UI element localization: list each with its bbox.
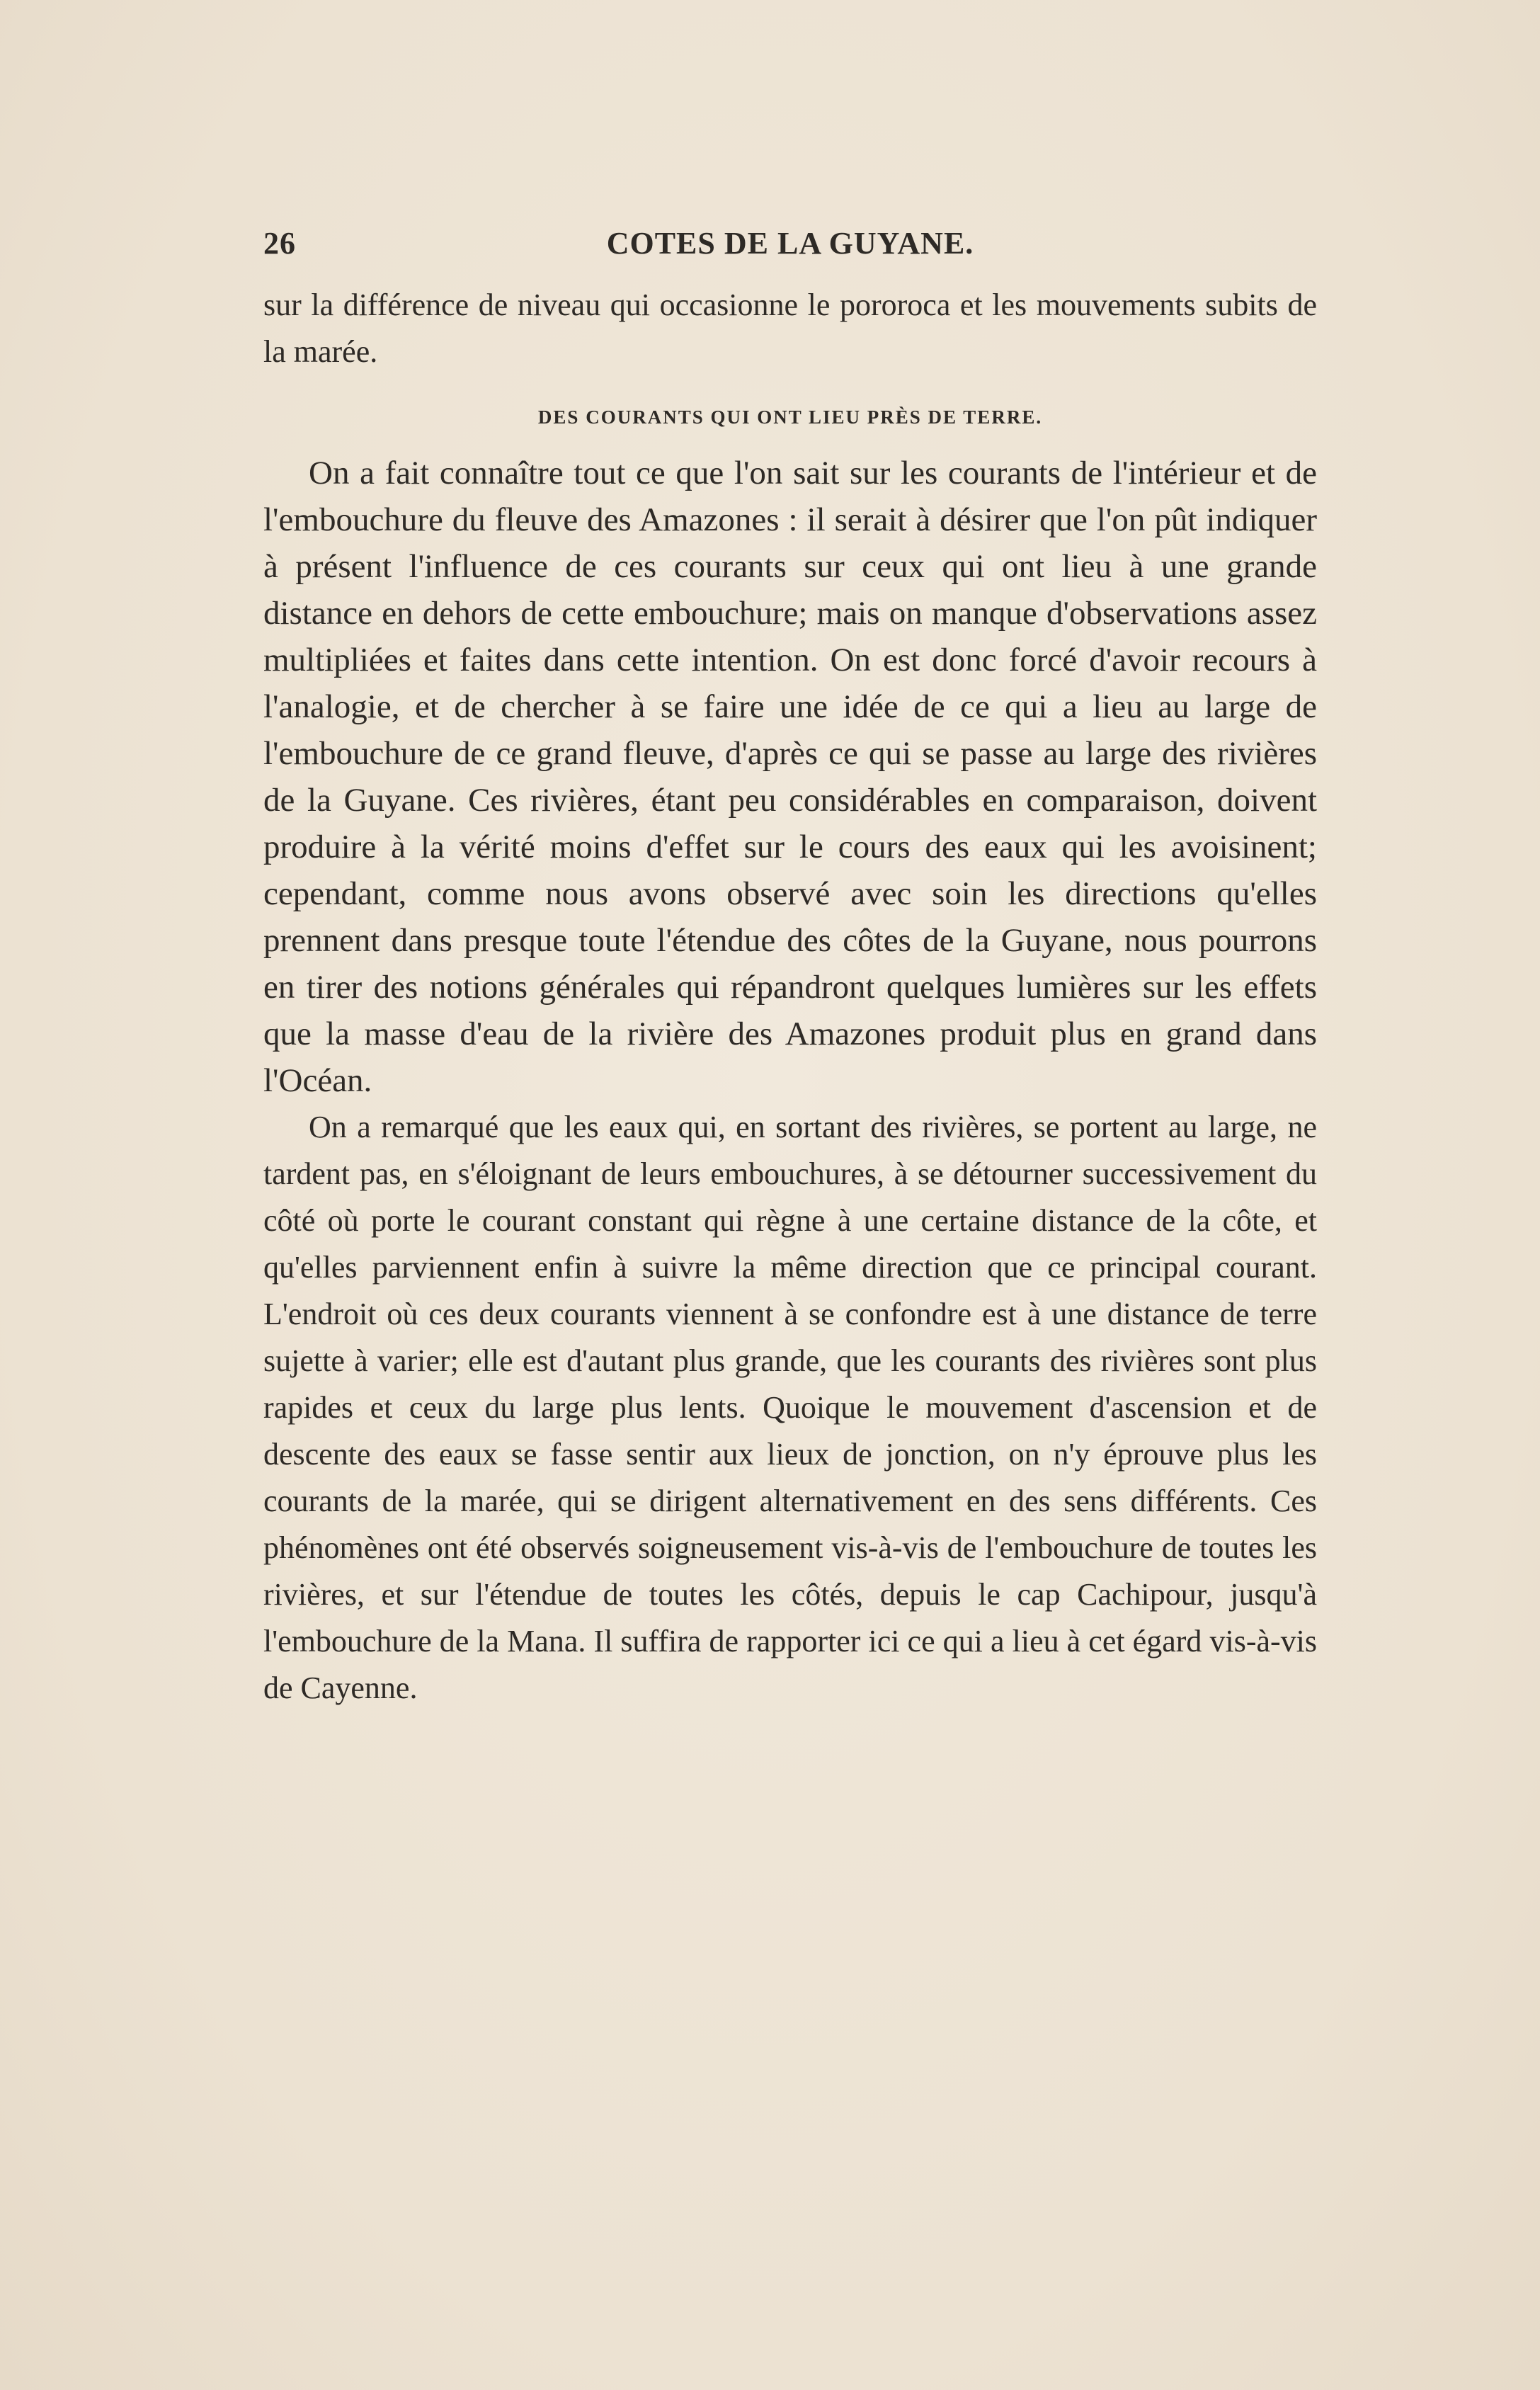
- running-head: COTES DE LA GUYANE.: [606, 226, 974, 261]
- page-number: 26: [263, 226, 296, 261]
- paragraph-1: On a fait connaître tout ce que l'on sait sur les courants de l'intérieur et de l'embouchure du fleuve des Amazones : il serait à désirer que l'on pût indiquer à présent l'influence de ces courants sur ceux qui ont lieu à une grande distance en dehors de cette embouchure; mais on manque d'observations assez multipliées et faites dans cette intention. On est donc forcé d'avoir recours à l'analogie, et de chercher à se faire une idée de ce qui a lieu au large de l'embouchure de ce grand fleuve, d'après ce qui se passe au large des rivières de la Guyane. Ces rivières, étant peu considérables en comparaison, doivent produire à la vérité moins d'effet sur le cours des eaux qui les avoisinent; cependant, comme nous avons observé avec soin les directions qu'elles prennent dans presque toute l'étendue des côtes de la Guyane, nous pourrons en tirer des notions générales qui répandront quelques lumières sur les effets que la masse d'eau de la rivière des Amazones produit plus en grand dans l'Océan.: [263, 455, 1317, 1099]
- paragraph-2: On a remarqué que les eaux qui, en sortant des rivières, se portent au large, ne tardent pas, en s'éloignant de leurs embouchures, à se détourner successivement du côté où porte le courant constant qui règne à une certaine distance de la côte, et qu'elles parviennent enfin à suivre la même direction que ce principal courant. L'endroit où ces deux courants viennent à se confondre est à une distance de terre sujette à varier; elle est d'autant plus grande, que les courants des rivières sont plus rapides et ceux du large plus lents. Quoique le mouvement d'ascension et de descente des eaux se fasse sentir aux lieux de jonction, on n'y éprouve plus les courants de la marée, qui se dirigent alternativement en des sens différents. Ces phénomènes ont été observés soigneusement vis-à-vis de l'embouchure de toutes les rivières, et sur l'étendue de toutes les côtés, depuis le cap Cachipour, jusqu'à l'embouchure de la Mana. Il suffira de rapporter ici ce qui a lieu à cet égard vis-à-vis de Cayenne.: [263, 1110, 1317, 1705]
- continuation-paragraph: sur la différence de niveau qui occasionne le pororoca et les mouvements subits de la marée.: [263, 288, 1317, 369]
- text-block: [263, 225, 1317, 1712]
- section-heading: DES COURANTS QUI ONT LIEU PRÈS DE TERRE.: [537, 406, 1043, 428]
- page-header: [263, 225, 1317, 282]
